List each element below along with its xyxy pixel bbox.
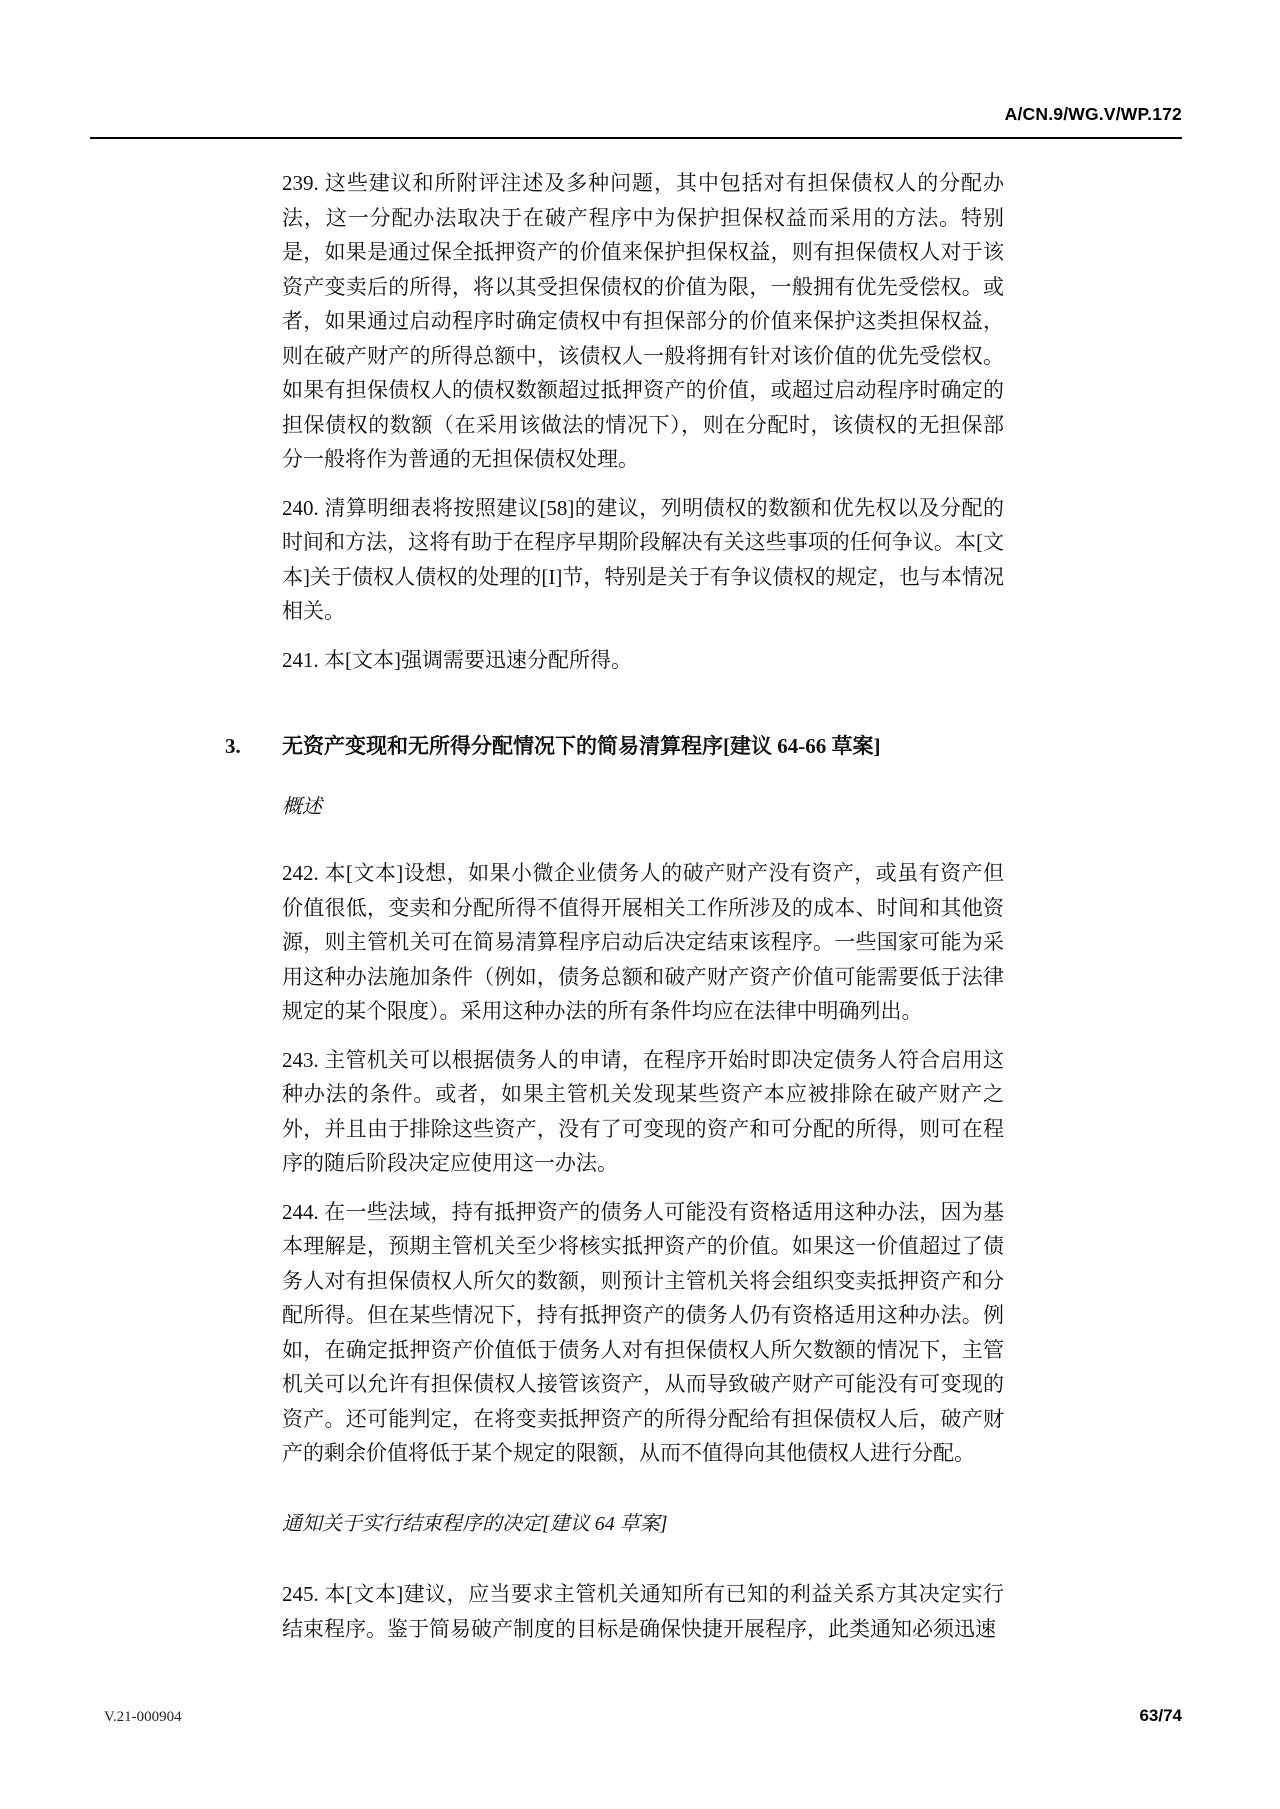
document-body bbox=[225, 166, 1004, 1660]
paragraph-243: 243. 主管机关可以根据债务人的申请，在程序开始时即决定债务人符合启用这种办法的条件。或者，如果主管机关发现某些资产本应被排除在破产财产之外，并且由于排除这些资产，没有了可变现的资产和可分配的所得，则可在程序的随后阶段决定应使用这一办法。 bbox=[282, 1047, 1004, 1175]
paragraph-240: 240. 清算明细表将按照建议[58]的建议，列明债权的数额和优先权以及分配的时间和方法，这将有助于在程序早期阶段解决有关这些事项的任何争议。本[文本]关于债权人债权的处理的[I]节，特别是关于有争议债权的规定，也与本情况相关。 bbox=[282, 495, 1004, 623]
footer-page-number: 63/74 bbox=[1139, 1706, 1182, 1725]
section-heading-3 bbox=[225, 729, 1004, 764]
section-number: 3. bbox=[225, 734, 241, 758]
page-footer bbox=[90, 1706, 1182, 1726]
subheading-notice-decision: 通知关于实行结束程序的决定[建议 64 草案] bbox=[282, 1512, 668, 1535]
paragraph-241: 241. 本[文本]强调需要迅速分配所得。 bbox=[282, 647, 632, 672]
paragraph-239: 239. 这些建议和所附评注述及多种问题，其中包括对有担保债权人的分配办法，这一分配办法取决于在破产程序中为保护担保权益而采用的方法。特别是，如果是通过保全抵押资产的价值来保护担保权益，则有担保债权人对于该资产变卖后的所得，将以其受担保债权的价值为限，一般拥有优先受偿权。或者，如果通过启动程序时确定债权中有担保部分的价值来保护这类担保权益，则在破产财产的所得总额中，该债权人一般将拥有针对该价值的优先受偿权。如果有担保债权人的债权数额超过抵押资产的价值，或超过启动程序时确定的担保债权的数额（在采用该做法的情况下），则在分配时，该债权的无担保部分一般将作为普通的无担保债权处理。 bbox=[282, 171, 1004, 471]
subheading-overview: 概述 bbox=[282, 795, 322, 818]
section-title: 无资产变现和无所得分配情况下的简易清算程序[建议 64-66 草案] bbox=[282, 734, 881, 758]
header-rule bbox=[90, 137, 1182, 139]
paragraph-242: 242. 本[文本]设想，如果小微企业债务人的破产财产没有资产，或虽有资产但价值很低，变卖和分配所得不值得开展相关工作所涉及的成本、时间和其他资源，则主管机关可在简易清算程序启动后决定结束该程序。一些国家可能为采用这种办法施加条件（例如，债务总额和破产财产资产价值可能需要低于法律规定的某个限度）。采用这种办法的所有条件均应在法律中明确列出。 bbox=[282, 861, 1004, 1023]
footer-doc-number: V.21-000904 bbox=[104, 1709, 182, 1725]
doc-symbol: A/CN.9/WG.V/WP.172 bbox=[1004, 104, 1182, 124]
paragraph-245: 245. 本[文本]建议，应当要求主管机关通知所有已知的利益关系方其决定实行结束程序。鉴于简易破产制度的目标是确保快捷开展程序，此类通知必须迅速 bbox=[282, 1582, 1004, 1641]
paragraph-244: 244. 在一些法域，持有抵押资产的债务人可能没有资格适用这种办法，因为基本理解是，预期主管机关至少将核实抵押资产的价值。如果这一价值超过了债务人对有担保债权人所欠的数额，则预计主管机关将会组织变卖抵押资产和分配所得。但在某些情况下，持有抵押资产的债务人仍有资格适用这种办法。例如，在确定抵押资产价值低于债务人对有担保债权人所欠数额的情况下，主管机关可以允许有担保债权人接管该资产，从而导致破产财产可能没有可变现的资产。还可能判定，在将变卖抵押资产的所得分配给有担保债权人后，破产财产的剩余价值将低于某个规定的限额，从而不值得向其他债权人进行分配。 bbox=[282, 1199, 1004, 1465]
